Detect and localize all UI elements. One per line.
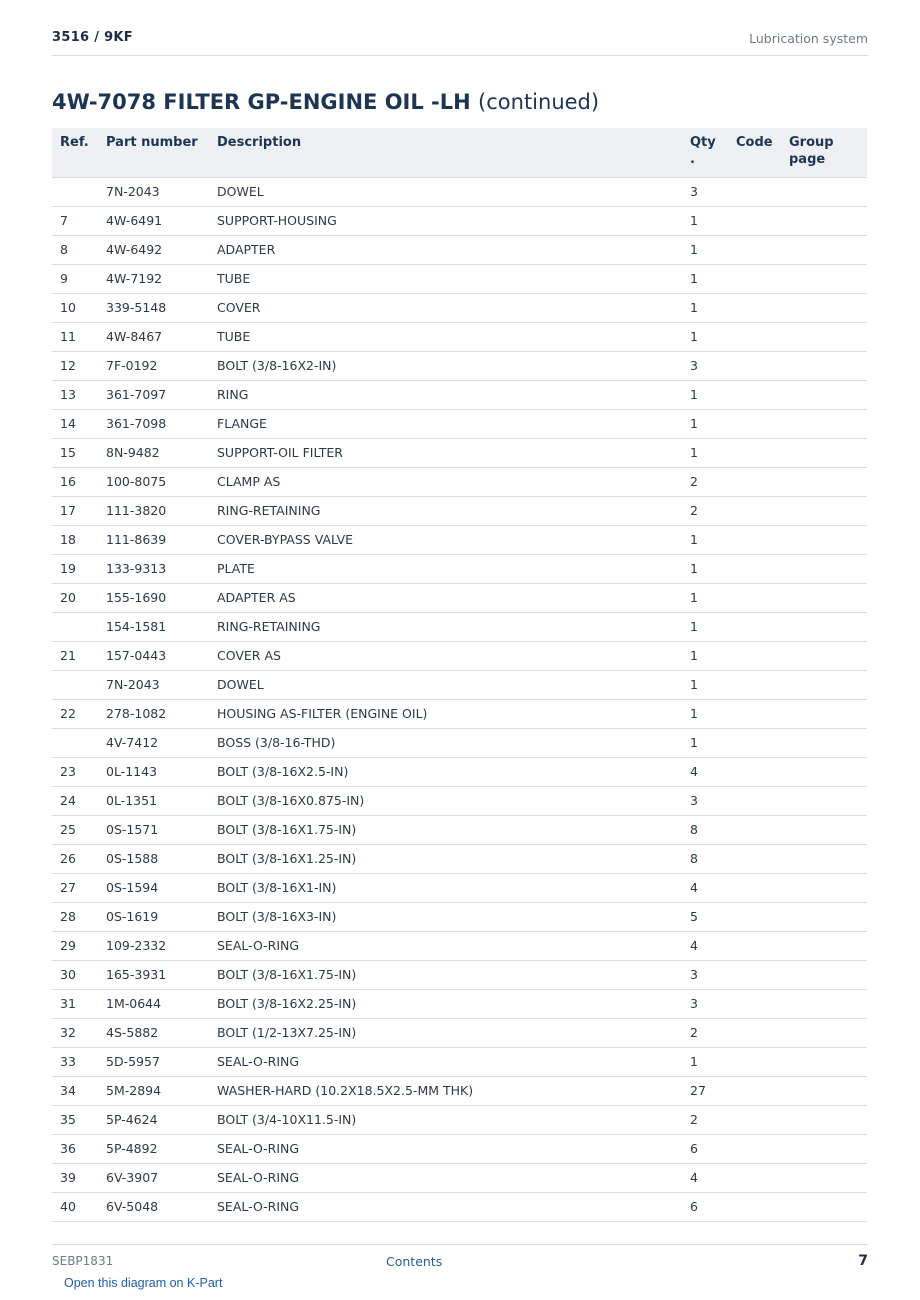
- cell-qty: 1: [690, 670, 736, 699]
- cell-description: BOLT (3/8-16X1.75-IN): [217, 960, 690, 989]
- cell-code: [736, 235, 789, 264]
- cell-part-number: 0L-1143: [106, 757, 217, 786]
- cell-part-number: 4V-7412: [106, 728, 217, 757]
- cell-code: [736, 728, 789, 757]
- parts-table-body: [52, 177, 867, 1221]
- cell-part-number: 0S-1571: [106, 815, 217, 844]
- page-title: [52, 90, 599, 114]
- cell-code: [736, 1105, 789, 1134]
- cell-ref: 21: [52, 641, 106, 670]
- cell-description: SUPPORT-OIL FILTER: [217, 438, 690, 467]
- table-row: [52, 728, 867, 757]
- cell-qty: 2: [690, 496, 736, 525]
- cell-group-page: [789, 351, 867, 380]
- section-label: Lubrication system: [749, 31, 868, 46]
- cell-ref: 8: [52, 235, 106, 264]
- parts-table: [52, 128, 867, 1222]
- title-main: 4W-7078 FILTER GP-ENGINE OIL -LH: [52, 90, 471, 114]
- cell-code: [736, 351, 789, 380]
- cell-code: [736, 1047, 789, 1076]
- cell-qty: 8: [690, 815, 736, 844]
- cell-part-number: 1M-0644: [106, 989, 217, 1018]
- cell-ref: 26: [52, 844, 106, 873]
- page-header: [52, 28, 868, 56]
- cell-code: [736, 525, 789, 554]
- cell-code: [736, 264, 789, 293]
- cell-group-page: [789, 235, 867, 264]
- cell-description: TUBE: [217, 322, 690, 351]
- cell-part-number: 7F-0192: [106, 351, 217, 380]
- cell-part-number: 4W-6491: [106, 206, 217, 235]
- table-row: [52, 1076, 867, 1105]
- cell-group-page: [789, 206, 867, 235]
- cell-qty: 6: [690, 1192, 736, 1221]
- cell-part-number: 0S-1588: [106, 844, 217, 873]
- cell-ref: 31: [52, 989, 106, 1018]
- page-number: 7: [858, 1253, 868, 1269]
- cell-ref: 25: [52, 815, 106, 844]
- cell-description: BOLT (3/8-16X0.875-IN): [217, 786, 690, 815]
- cell-description: BOLT (3/8-16X2.5-IN): [217, 757, 690, 786]
- cell-description: ADAPTER AS: [217, 583, 690, 612]
- cell-ref: 9: [52, 264, 106, 293]
- cell-qty: 1: [690, 525, 736, 554]
- cell-group-page: [789, 1163, 867, 1192]
- table-row: [52, 1018, 867, 1047]
- cell-part-number: 361-7097: [106, 380, 217, 409]
- cell-ref: 36: [52, 1134, 106, 1163]
- cell-qty: 1: [690, 583, 736, 612]
- cell-part-number: 0L-1351: [106, 786, 217, 815]
- table-row: [52, 1163, 867, 1192]
- model-label: 3516 / 9KF: [52, 30, 133, 45]
- cell-part-number: 0S-1619: [106, 902, 217, 931]
- cell-ref: 19: [52, 554, 106, 583]
- cell-ref: 11: [52, 322, 106, 351]
- cell-group-page: [789, 728, 867, 757]
- table-row: [52, 1047, 867, 1076]
- cell-qty: 4: [690, 931, 736, 960]
- cell-code: [736, 177, 789, 206]
- cell-qty: 1: [690, 409, 736, 438]
- cell-ref: 29: [52, 931, 106, 960]
- cell-code: [736, 1018, 789, 1047]
- cell-group-page: [789, 380, 867, 409]
- cell-code: [736, 873, 789, 902]
- table-row: [52, 322, 867, 351]
- table-row: [52, 293, 867, 322]
- table-row: [52, 264, 867, 293]
- col-header-code: Code: [736, 128, 789, 177]
- table-row: [52, 1105, 867, 1134]
- cell-description: ADAPTER: [217, 235, 690, 264]
- table-row: [52, 641, 867, 670]
- cell-description: PLATE: [217, 554, 690, 583]
- cell-ref: 40: [52, 1192, 106, 1221]
- cell-group-page: [789, 177, 867, 206]
- cell-ref: 10: [52, 293, 106, 322]
- cell-part-number: 5D-5957: [106, 1047, 217, 1076]
- cell-ref: 13: [52, 380, 106, 409]
- cell-part-number: 154-1581: [106, 612, 217, 641]
- cell-part-number: 6V-5048: [106, 1192, 217, 1221]
- cell-description: COVER AS: [217, 641, 690, 670]
- table-row: [52, 931, 867, 960]
- cell-qty: 3: [690, 177, 736, 206]
- cell-description: SEAL-O-RING: [217, 1134, 690, 1163]
- cell-part-number: 6V-3907: [106, 1163, 217, 1192]
- cell-group-page: [789, 1134, 867, 1163]
- cell-code: [736, 467, 789, 496]
- cell-group-page: [789, 438, 867, 467]
- cell-group-page: [789, 815, 867, 844]
- cell-group-page: [789, 699, 867, 728]
- cell-description: SEAL-O-RING: [217, 1192, 690, 1221]
- cell-group-page: [789, 1076, 867, 1105]
- cell-group-page: [789, 1018, 867, 1047]
- cell-code: [736, 1076, 789, 1105]
- contents-link[interactable]: Contents: [386, 1254, 443, 1269]
- cell-description: DOWEL: [217, 177, 690, 206]
- open-k-part-link[interactable]: Open this diagram on K-Part: [64, 1276, 223, 1290]
- cell-ref: [52, 612, 106, 641]
- cell-part-number: 7N-2043: [106, 670, 217, 699]
- cell-group-page: [789, 1047, 867, 1076]
- table-row: [52, 844, 867, 873]
- cell-description: BOLT (3/8-16X1.25-IN): [217, 844, 690, 873]
- col-header-part-number: Part number: [106, 128, 217, 177]
- cell-qty: 4: [690, 1163, 736, 1192]
- cell-ref: 20: [52, 583, 106, 612]
- cell-description: BOLT (1/2-13X7.25-IN): [217, 1018, 690, 1047]
- cell-description: COVER: [217, 293, 690, 322]
- table-row: [52, 902, 867, 931]
- cell-group-page: [789, 931, 867, 960]
- cell-code: [736, 206, 789, 235]
- cell-code: [736, 496, 789, 525]
- cell-code: [736, 1134, 789, 1163]
- table-row: [52, 525, 867, 554]
- cell-group-page: [789, 554, 867, 583]
- cell-qty: 4: [690, 757, 736, 786]
- cell-ref: 15: [52, 438, 106, 467]
- cell-code: [736, 641, 789, 670]
- table-row: [52, 612, 867, 641]
- cell-qty: 2: [690, 1105, 736, 1134]
- cell-qty: 3: [690, 351, 736, 380]
- cell-code: [736, 409, 789, 438]
- cell-code: [736, 612, 789, 641]
- cell-qty: 1: [690, 641, 736, 670]
- table-row: [52, 351, 867, 380]
- cell-part-number: 157-0443: [106, 641, 217, 670]
- cell-qty: 4: [690, 873, 736, 902]
- cell-code: [736, 380, 789, 409]
- cell-group-page: [789, 670, 867, 699]
- cell-part-number: 8N-9482: [106, 438, 217, 467]
- cell-group-page: [789, 902, 867, 931]
- cell-ref: [52, 670, 106, 699]
- table-row: [52, 438, 867, 467]
- cell-group-page: [789, 873, 867, 902]
- cell-part-number: 4S-5882: [106, 1018, 217, 1047]
- table-row: [52, 1192, 867, 1221]
- cell-code: [736, 670, 789, 699]
- cell-description: BOLT (3/8-16X2-IN): [217, 351, 690, 380]
- cell-code: [736, 786, 789, 815]
- col-header-ref: Ref.: [52, 128, 106, 177]
- document-id: SEBP1831: [52, 1254, 114, 1268]
- cell-group-page: [789, 322, 867, 351]
- cell-description: RING-RETAINING: [217, 496, 690, 525]
- cell-qty: 1: [690, 728, 736, 757]
- title-continued: (continued): [478, 90, 600, 114]
- col-header-description: Description: [217, 128, 690, 177]
- cell-group-page: [789, 1105, 867, 1134]
- cell-ref: 27: [52, 873, 106, 902]
- table-row: [52, 380, 867, 409]
- cell-group-page: [789, 1192, 867, 1221]
- cell-code: [736, 1192, 789, 1221]
- cell-qty: 1: [690, 293, 736, 322]
- cell-group-page: [789, 293, 867, 322]
- cell-ref: 18: [52, 525, 106, 554]
- page-footer: [52, 1244, 868, 1274]
- cell-ref: 32: [52, 1018, 106, 1047]
- table-row: [52, 235, 867, 264]
- table-row: [52, 206, 867, 235]
- cell-ref: 28: [52, 902, 106, 931]
- table-row: [52, 960, 867, 989]
- cell-group-page: [789, 641, 867, 670]
- cell-qty: 2: [690, 467, 736, 496]
- cell-description: RING: [217, 380, 690, 409]
- cell-ref: 39: [52, 1163, 106, 1192]
- cell-ref: 33: [52, 1047, 106, 1076]
- cell-description: WASHER-HARD (10.2X18.5X2.5-MM THK): [217, 1076, 690, 1105]
- cell-group-page: [789, 612, 867, 641]
- cell-code: [736, 844, 789, 873]
- cell-group-page: [789, 496, 867, 525]
- cell-code: [736, 1163, 789, 1192]
- cell-part-number: 4W-8467: [106, 322, 217, 351]
- cell-qty: 3: [690, 989, 736, 1018]
- cell-qty: 6: [690, 1134, 736, 1163]
- table-row: [52, 1134, 867, 1163]
- cell-part-number: 5P-4892: [106, 1134, 217, 1163]
- cell-description: FLANGE: [217, 409, 690, 438]
- table-row: [52, 989, 867, 1018]
- cell-description: BOLT (3/8-16X3-IN): [217, 902, 690, 931]
- cell-part-number: 4W-6492: [106, 235, 217, 264]
- cell-description: TUBE: [217, 264, 690, 293]
- cell-qty: 3: [690, 786, 736, 815]
- cell-qty: 1: [690, 264, 736, 293]
- cell-qty: 1: [690, 699, 736, 728]
- table-row: [52, 496, 867, 525]
- cell-part-number: 278-1082: [106, 699, 217, 728]
- cell-part-number: 100-8075: [106, 467, 217, 496]
- cell-description: SEAL-O-RING: [217, 931, 690, 960]
- cell-code: [736, 960, 789, 989]
- cell-qty: 3: [690, 960, 736, 989]
- table-row: [52, 786, 867, 815]
- cell-qty: 1: [690, 206, 736, 235]
- table-row: [52, 583, 867, 612]
- cell-ref: 23: [52, 757, 106, 786]
- cell-description: BOLT (3/8-16X1.75-IN): [217, 815, 690, 844]
- table-row: [52, 554, 867, 583]
- cell-part-number: 339-5148: [106, 293, 217, 322]
- cell-qty: 27: [690, 1076, 736, 1105]
- table-row: [52, 815, 867, 844]
- cell-part-number: 5P-4624: [106, 1105, 217, 1134]
- cell-description: BOLT (3/8-16X1-IN): [217, 873, 690, 902]
- cell-part-number: 5M-2894: [106, 1076, 217, 1105]
- cell-qty: 1: [690, 554, 736, 583]
- cell-description: CLAMP AS: [217, 467, 690, 496]
- cell-ref: 35: [52, 1105, 106, 1134]
- cell-code: [736, 902, 789, 931]
- table-header-row: [52, 128, 867, 177]
- table-row: [52, 757, 867, 786]
- cell-description: BOLT (3/4-10X11.5-IN): [217, 1105, 690, 1134]
- cell-description: SEAL-O-RING: [217, 1163, 690, 1192]
- cell-description: BOLT (3/8-16X2.25-IN): [217, 989, 690, 1018]
- cell-code: [736, 438, 789, 467]
- col-header-group-page: Group page: [789, 128, 867, 177]
- table-row: [52, 699, 867, 728]
- cell-ref: 22: [52, 699, 106, 728]
- cell-code: [736, 583, 789, 612]
- table-row: [52, 670, 867, 699]
- cell-code: [736, 699, 789, 728]
- cell-ref: 30: [52, 960, 106, 989]
- cell-qty: 1: [690, 322, 736, 351]
- cell-code: [736, 322, 789, 351]
- cell-qty: 1: [690, 612, 736, 641]
- cell-ref: [52, 728, 106, 757]
- cell-group-page: [789, 844, 867, 873]
- cell-description: SUPPORT-HOUSING: [217, 206, 690, 235]
- cell-part-number: 0S-1594: [106, 873, 217, 902]
- cell-group-page: [789, 960, 867, 989]
- cell-group-page: [789, 757, 867, 786]
- cell-code: [736, 931, 789, 960]
- cell-group-page: [789, 264, 867, 293]
- cell-qty: 5: [690, 902, 736, 931]
- cell-code: [736, 554, 789, 583]
- cell-ref: 34: [52, 1076, 106, 1105]
- cell-part-number: 133-9313: [106, 554, 217, 583]
- cell-description: DOWEL: [217, 670, 690, 699]
- cell-part-number: 7N-2043: [106, 177, 217, 206]
- cell-group-page: [789, 786, 867, 815]
- table-row: [52, 409, 867, 438]
- cell-qty: 1: [690, 1047, 736, 1076]
- cell-ref: 12: [52, 351, 106, 380]
- cell-ref: 24: [52, 786, 106, 815]
- cell-code: [736, 989, 789, 1018]
- cell-ref: 14: [52, 409, 106, 438]
- cell-part-number: 361-7098: [106, 409, 217, 438]
- cell-code: [736, 815, 789, 844]
- cell-ref: 17: [52, 496, 106, 525]
- cell-code: [736, 293, 789, 322]
- cell-group-page: [789, 409, 867, 438]
- cell-ref: 7: [52, 206, 106, 235]
- cell-ref: 16: [52, 467, 106, 496]
- cell-part-number: 111-3820: [106, 496, 217, 525]
- cell-ref: [52, 177, 106, 206]
- col-header-qty: Qty .: [690, 128, 736, 177]
- cell-part-number: 111-8639: [106, 525, 217, 554]
- cell-description: RING-RETAINING: [217, 612, 690, 641]
- cell-part-number: 4W-7192: [106, 264, 217, 293]
- cell-group-page: [789, 989, 867, 1018]
- cell-code: [736, 757, 789, 786]
- cell-qty: 1: [690, 235, 736, 264]
- cell-group-page: [789, 525, 867, 554]
- cell-group-page: [789, 467, 867, 496]
- cell-part-number: 109-2332: [106, 931, 217, 960]
- cell-qty: 1: [690, 380, 736, 409]
- table-row: [52, 467, 867, 496]
- cell-description: COVER-BYPASS VALVE: [217, 525, 690, 554]
- cell-qty: 2: [690, 1018, 736, 1047]
- cell-qty: 8: [690, 844, 736, 873]
- cell-qty: 1: [690, 438, 736, 467]
- cell-part-number: 165-3931: [106, 960, 217, 989]
- cell-description: SEAL-O-RING: [217, 1047, 690, 1076]
- table-row: [52, 873, 867, 902]
- table-row: [52, 177, 867, 206]
- cell-group-page: [789, 583, 867, 612]
- cell-description: HOUSING AS-FILTER (ENGINE OIL): [217, 699, 690, 728]
- cell-part-number: 155-1690: [106, 583, 217, 612]
- cell-description: BOSS (3/8-16-THD): [217, 728, 690, 757]
